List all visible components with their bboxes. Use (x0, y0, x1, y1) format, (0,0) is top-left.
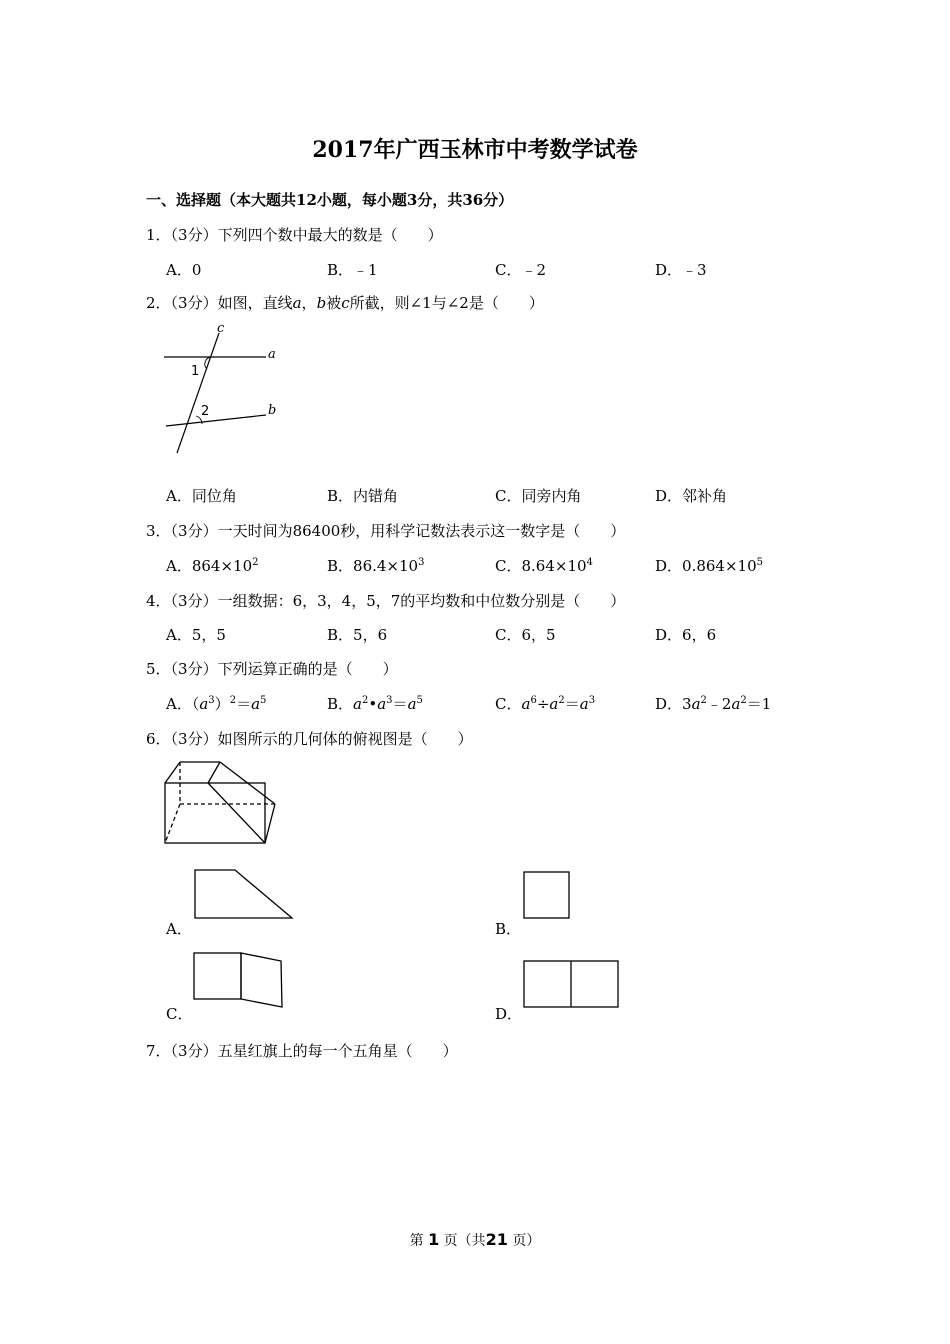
label-c: c (217, 321, 225, 336)
q5-a-v2: a (251, 695, 261, 713)
q5-b-eq: ＝ (392, 695, 408, 713)
question-5-option-a (166, 693, 266, 714)
q2-stem-part1: 2．（3分）如图，直线 (146, 294, 293, 312)
q3-c-base: C．8.64×10 (495, 557, 587, 575)
question-5-stem: 5．（3分）下列运算正确的是（ ） (146, 660, 398, 678)
question-6-solid-figure (165, 762, 275, 843)
q5-c-pre: C． (495, 695, 522, 713)
line-c (177, 333, 219, 453)
q3-d-exp: 5 (756, 557, 763, 568)
q5-a-e2: 2 (229, 695, 237, 706)
question-3-option-a (166, 555, 259, 576)
q5-d-eq: ＝1 (746, 695, 772, 713)
question-1-option-b: B．﹣1 (327, 261, 378, 279)
q5-b-v1: a (353, 695, 362, 713)
question-2-option-a: A．同位角 (166, 487, 237, 505)
question-3-stem: 3．（3分）一天时间为86400秒，用科学记数法表示这一数字是（ ） (146, 522, 626, 540)
q2-var-a: a (292, 294, 302, 312)
question-1-option-d: D．﹣3 (655, 261, 707, 279)
q5-a-pre: A．（ (166, 695, 200, 713)
question-6-option-d: D． (495, 1005, 523, 1023)
q5-c-v3: a (579, 695, 589, 713)
footer-pre: 第 (409, 1233, 424, 1249)
question-6-option-b: B． (495, 920, 522, 938)
q5-b-e1: 2 (361, 695, 369, 706)
q5-d-e2: 2 (740, 695, 747, 706)
question-4-option-a: A．5，5 (166, 626, 226, 644)
question-5-option-c (495, 693, 595, 714)
section-heading: 一、选择题（本大题共12小题，每小题3分，共36分） (146, 191, 514, 209)
question-5-option-d (655, 693, 771, 714)
page-title: 2017年广西玉林市中考数学试卷 (312, 137, 638, 163)
question-3-option-d (655, 555, 763, 576)
q5-b-e2: 3 (386, 695, 393, 706)
option-c-shape (194, 953, 282, 1007)
q5-d-v2: a (731, 695, 741, 713)
q5-a-eq: ＝ (236, 695, 252, 713)
question-1-option-a: A．0 (166, 261, 202, 279)
q5-a-mid: ） (214, 695, 230, 713)
question-6-option-a: A． (166, 920, 192, 938)
q5-c-v1: a (521, 695, 531, 713)
q5-c-e2: 2 (558, 695, 565, 706)
question-2-option-d: D．邻补角 (655, 487, 728, 505)
q5-d-pre: D．3 (655, 695, 692, 713)
question-3-option-c (495, 555, 593, 576)
q3-a-exp: 2 (252, 557, 259, 568)
question-2-option-b: B．内错角 (327, 487, 399, 505)
q5-c-v2: a (549, 695, 559, 713)
question-6-stem: 6．（3分）如图所示的几何体的俯视图是（ ） (146, 730, 473, 748)
question-4-option-c: C．6，5 (495, 626, 556, 644)
q5-a-e1: 3 (208, 695, 215, 706)
q2-sep: ， (301, 294, 317, 312)
question-4-stem: 4．（3分）一组数据：6，3，4，5，7的平均数和中位数分别是（ ） (146, 592, 626, 610)
label-2: 2 (201, 404, 210, 419)
q5-d-op: ﹣2 (706, 695, 732, 713)
footer-post: 页） (512, 1233, 541, 1249)
page-footer (0, 1230, 950, 1250)
option-a-shape (195, 870, 292, 918)
q5-a-v1: a (199, 695, 209, 713)
q2-var-b: b (316, 294, 327, 312)
q3-b-base: B．86.4×10 (327, 557, 419, 575)
footer-mid: 页（共 (443, 1233, 486, 1249)
option-d-shape (524, 961, 618, 1007)
question-7-stem: 7．（3分）五星红旗上的每一个五角星（ ） (146, 1042, 458, 1060)
question-2-option-c: C．同旁内角 (495, 487, 582, 505)
q5-b-v3: a (407, 695, 417, 713)
question-5-option-b (327, 693, 423, 714)
q3-b-exp: 3 (418, 557, 425, 568)
q3-c-exp: 4 (586, 557, 593, 568)
question-4-option-b: B．5，6 (327, 626, 388, 644)
q2-var-c: c (341, 294, 350, 312)
q3-d-base: D．0.864×10 (655, 557, 757, 575)
label-a: a (268, 347, 276, 362)
q5-c-e1: 6 (530, 695, 537, 706)
line-b (166, 415, 266, 426)
q5-c-op: ÷ (536, 695, 550, 713)
q5-b-op: • (368, 695, 378, 713)
question-4-option-d: D．6，6 (655, 626, 717, 644)
label-1: 1 (191, 364, 200, 379)
q5-b-pre: B． (327, 695, 354, 713)
footer-page-number: 1 (428, 1230, 440, 1249)
label-b: b (268, 403, 277, 418)
q5-d-v1: a (691, 695, 701, 713)
question-1-stem: 1．（3分）下列四个数中最大的数是（ ） (146, 226, 443, 244)
q5-c-e3: 3 (588, 695, 596, 706)
q2-stem-part2: 被 (326, 294, 342, 312)
q3-a-base: A．864×10 (166, 557, 253, 575)
q2-stem-part3: 所截，则∠1与∠2是（ ） (349, 294, 544, 312)
q5-d-e1: 2 (700, 695, 707, 706)
q5-a-e3: 5 (260, 695, 267, 706)
q5-b-v2: a (377, 695, 387, 713)
option-b-shape (524, 872, 569, 918)
question-3-option-b (327, 555, 424, 576)
footer-total-pages: 21 (485, 1230, 508, 1249)
question-1-option-c: C．﹣2 (495, 261, 547, 279)
q5-c-eq: ＝ (564, 695, 580, 713)
question-6-option-c: C． (166, 1005, 193, 1023)
q5-b-e3: 5 (416, 695, 423, 706)
